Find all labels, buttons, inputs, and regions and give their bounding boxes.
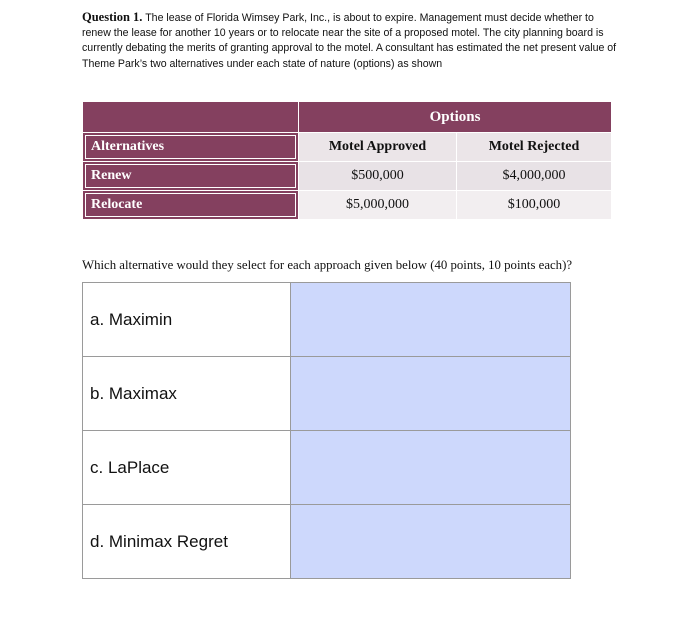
answer-row <box>83 431 571 505</box>
table-cell: $500,000 <box>299 162 457 191</box>
answer-row <box>83 283 571 357</box>
column-header-motel-approved: Motel Approved <box>299 133 457 162</box>
alternatives-header: Alternatives <box>83 133 299 162</box>
row-label-renew: Renew <box>83 162 299 191</box>
payoff-corner-cell <box>83 102 299 133</box>
answer-field-maximin[interactable] <box>291 283 571 357</box>
answer-row <box>83 357 571 431</box>
answer-label-maximax: b. Maximax <box>83 357 291 431</box>
answer-field-minimax-regret[interactable] <box>291 505 571 579</box>
answer-label-maximin: a. Maximin <box>83 283 291 357</box>
answer-field-maximax[interactable] <box>291 357 571 431</box>
table-cell: $5,000,000 <box>299 191 457 220</box>
answer-label-minimax-regret: d. Minimax Regret <box>83 505 291 579</box>
question-body: The lease of Florida Wimsey Park, Inc., is about to expire. Management must decide whether to renew the lease for another 10 years or to relocate near the site of a proposed motel. The city planning board is currently debating the merits of granting approval to the motel. A consultant has estimated the net present value of Theme Park’s two alternatives under each state of nature (options) as shown <box>82 12 617 70</box>
options-header: Options <box>299 102 612 133</box>
table-cell: $100,000 <box>457 191 612 220</box>
payoff-table <box>82 101 612 220</box>
question-text-block <box>82 10 622 72</box>
table-row <box>83 162 612 191</box>
table-cell: $4,000,000 <box>457 162 612 191</box>
answer-label-laplace: c. LaPlace <box>83 431 291 505</box>
answer-row <box>83 505 571 579</box>
prompt-text: Which alternative would they select for each approach given below (40 points, 10 points each)? <box>82 258 573 272</box>
answer-field-laplace[interactable] <box>291 431 571 505</box>
table-row <box>83 191 612 220</box>
column-header-motel-rejected: Motel Rejected <box>457 133 612 162</box>
row-label-relocate: Relocate <box>83 191 299 220</box>
question-heading: Question 1. <box>82 10 143 24</box>
answer-table <box>82 282 571 579</box>
